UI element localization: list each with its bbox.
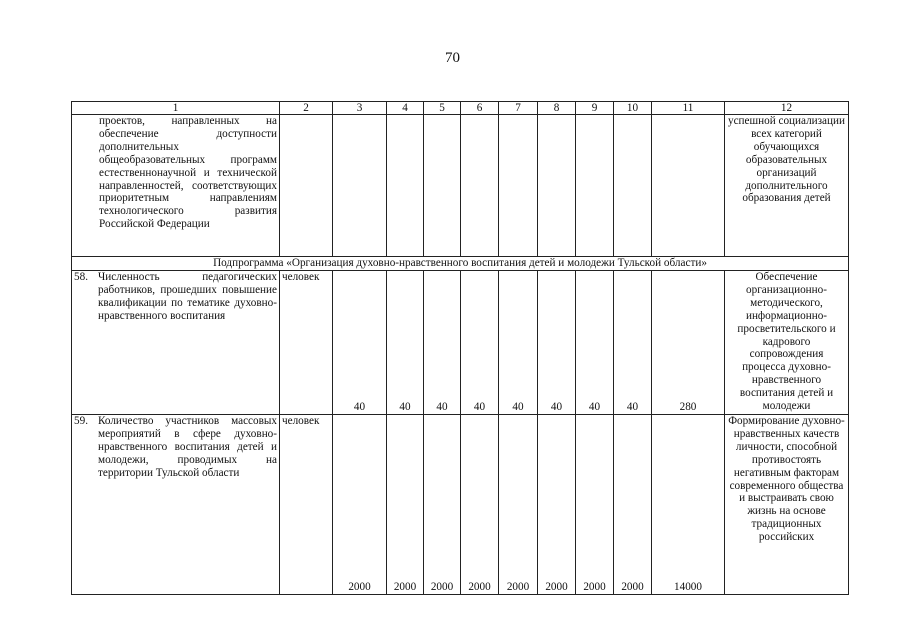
- row-index: 58.: [74, 271, 88, 283]
- header-cell: 7: [499, 102, 538, 115]
- result-cell: успешной социализации всех категорий обучающихся образовательных организаций дополнительного образования детей: [725, 115, 849, 257]
- unit-cell: человек: [280, 415, 333, 595]
- row-index: 59.: [74, 415, 88, 427]
- value-cell: 2000: [387, 415, 424, 595]
- value-cell: 40: [333, 271, 387, 415]
- header-row: [72, 102, 849, 115]
- result-cell: Обеспечение организационно-методического, информационно-просветительского и кадрового сопровождения процесса духовно-нравственного воспитания детей и молодежи: [725, 271, 849, 415]
- empty-cell: [652, 115, 725, 257]
- header-cell: 1: [72, 102, 280, 115]
- empty-cell: [280, 115, 333, 257]
- value-cell: 2000: [538, 415, 576, 595]
- page-number: 70: [445, 50, 460, 66]
- header-cell: 2: [280, 102, 333, 115]
- subprogram-title: Подпрограмма «Организация духовно-нравственного воспитания детей и молодежи Тульской области»: [72, 257, 849, 271]
- empty-cell: [576, 115, 614, 257]
- empty-cell: [387, 115, 424, 257]
- indicator-cell: проектов, направленных на обеспечение доступности дополнительных общеобразовательных программ естественнонаучной и технической направленностей, соответствующих приоритетным направлениям технологического развития Российской Федерации: [72, 115, 280, 257]
- value-cell: 40: [424, 271, 461, 415]
- value-cell: 40: [461, 271, 499, 415]
- empty-cell: [461, 115, 499, 257]
- value-cell: 2000: [424, 415, 461, 595]
- result-cell: Формирование духовно-нравственных качеств личности, способной противостоять негативным факторам современного общества и выстраивать свою жизнь на основе традиционных российских: [725, 415, 849, 595]
- header-cell: 5: [424, 102, 461, 115]
- value-cell: 2000: [333, 415, 387, 595]
- value-cell: 40: [538, 271, 576, 415]
- value-cell: 40: [387, 271, 424, 415]
- header-cell: 9: [576, 102, 614, 115]
- header-cell: 4: [387, 102, 424, 115]
- header-cell: 3: [333, 102, 387, 115]
- value-cell: 40: [576, 271, 614, 415]
- unit-cell: человек: [280, 271, 333, 415]
- header-cell: 6: [461, 102, 499, 115]
- value-cell: 2000: [614, 415, 652, 595]
- value-cell: 2000: [461, 415, 499, 595]
- table-row: [72, 415, 849, 595]
- header-cell: 10: [614, 102, 652, 115]
- indicators-table: [71, 101, 849, 595]
- empty-cell: [424, 115, 461, 257]
- empty-cell: [614, 115, 652, 257]
- value-cell: 2000: [576, 415, 614, 595]
- header-cell: 11: [652, 102, 725, 115]
- indicator-cell: [72, 415, 280, 595]
- indicator-cell: [72, 271, 280, 415]
- value-cell: 40: [499, 271, 538, 415]
- header-cell: 8: [538, 102, 576, 115]
- empty-cell: [538, 115, 576, 257]
- total-cell: 280: [652, 271, 725, 415]
- table-row: [72, 271, 849, 415]
- empty-cell: [333, 115, 387, 257]
- subprogram-row: [72, 257, 849, 271]
- empty-cell: [499, 115, 538, 257]
- total-cell: 14000: [652, 415, 725, 595]
- value-cell: 40: [614, 271, 652, 415]
- header-cell: 12: [725, 102, 849, 115]
- indicator-text: Численность педагогических работников, прошедших повышение квалификации по тематике духовно-нравственного воспитания: [98, 271, 277, 322]
- indicator-text: Количество участников массовых мероприятий в сфере духовно-нравственного воспитания детей и молодежи, проводимых на территории Тульской области: [98, 415, 277, 479]
- table-row-continuation: [72, 115, 849, 257]
- value-cell: 2000: [499, 415, 538, 595]
